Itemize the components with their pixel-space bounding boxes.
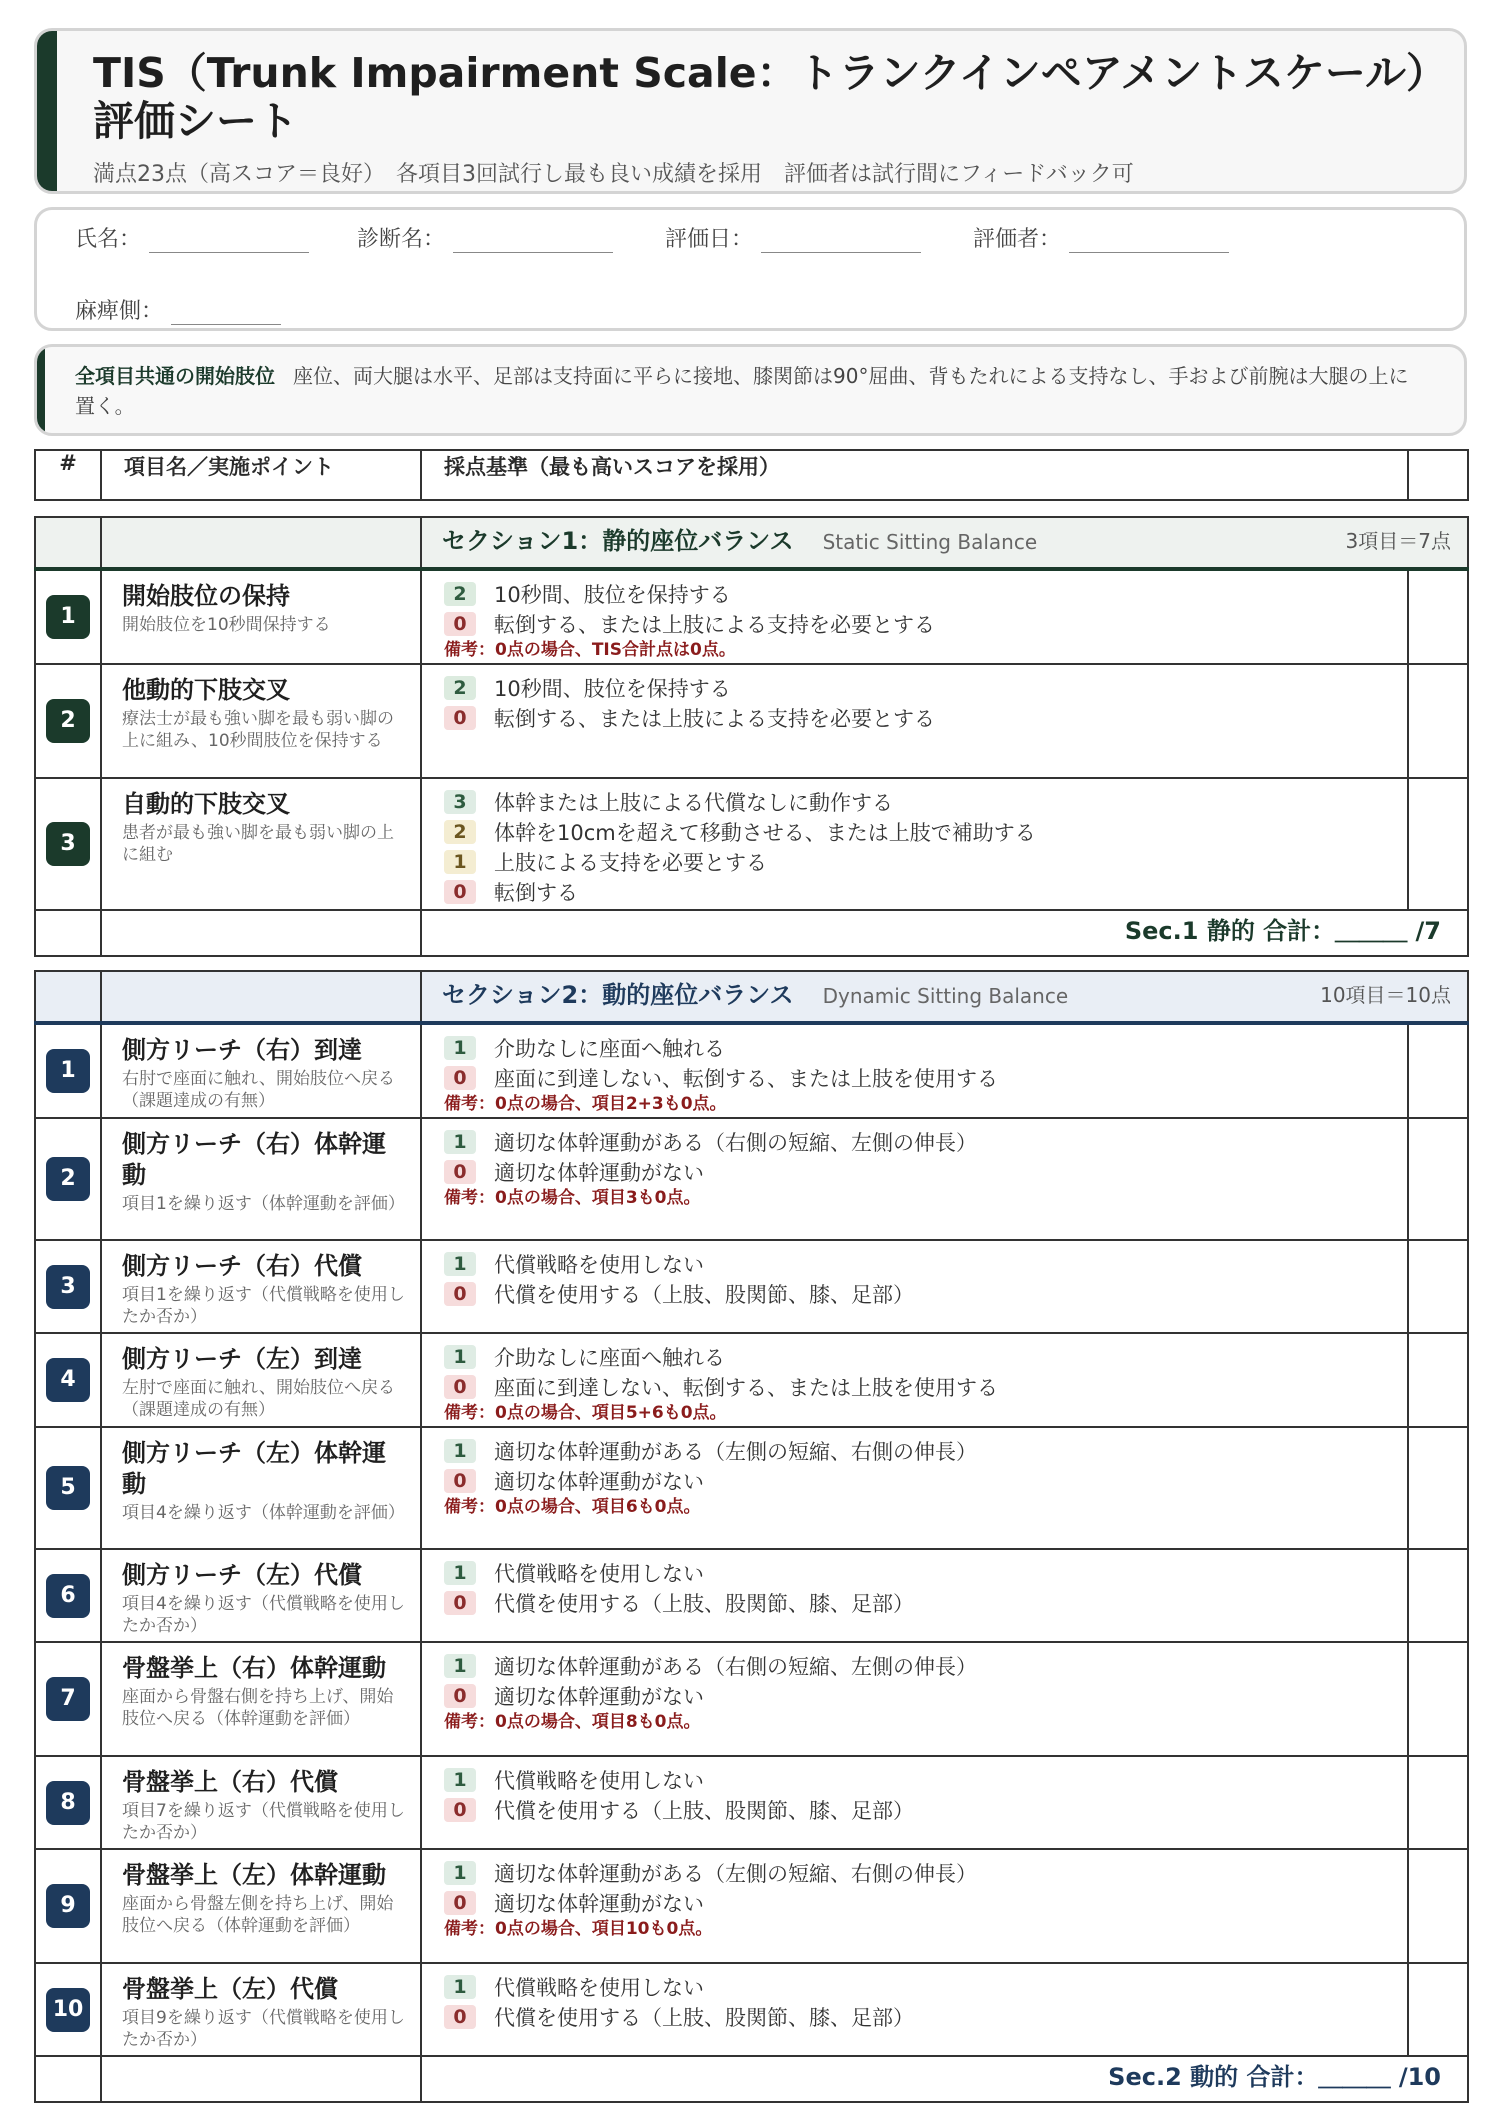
criterion[interactable] xyxy=(444,1972,1397,2002)
score-entry-cell[interactable] xyxy=(1408,1963,1468,2056)
section-header xyxy=(35,517,1468,569)
page-subtitle: 満点23点（高スコア＝良好） 各項目3回試行し最も良い成績を採用 評価者は試行間にフィードバック可 xyxy=(93,162,1134,187)
section-title: セクション2：動的座位バランス xyxy=(442,981,794,1009)
criterion-text: 適切な体幹運動がある（左側の短縮、右側の伸長） xyxy=(494,1862,977,1886)
item-note: 備考：0点の場合、TIS合計点は0点。 xyxy=(444,640,736,660)
criterion-text: 代償戦略を使用しない xyxy=(494,1253,704,1277)
paralysis-side-field[interactable] xyxy=(75,294,281,325)
table-row xyxy=(35,1023,1468,1118)
score-badge: 1 xyxy=(444,1561,476,1585)
criterion-text: 代償を使用する（上肢、股関節、膝、足部） xyxy=(494,1799,914,1823)
score-badge: 0 xyxy=(444,880,476,904)
item-description: 項目1を繰り返す（代償戦略を使用したか否か） xyxy=(122,1285,405,1327)
criterion[interactable] xyxy=(444,1157,1397,1187)
diagnosis-line[interactable] xyxy=(453,229,613,253)
criterion[interactable] xyxy=(444,817,1397,847)
score-entry-cell[interactable] xyxy=(1408,1549,1468,1642)
score-badge: 1 xyxy=(444,1439,476,1463)
date-line[interactable] xyxy=(761,229,921,253)
item-note: 備考：0点の場合、項目6も0点。 xyxy=(444,1497,701,1517)
header-end xyxy=(1408,450,1468,500)
item-number-badge: 1 xyxy=(46,1049,90,1093)
table-row xyxy=(35,664,1468,778)
score-badge: 1 xyxy=(444,1975,476,1999)
item-description: 項目4を繰り返す（体幹運動を評価） xyxy=(122,1503,405,1523)
criterion-text: 10秒間、肢位を保持する xyxy=(494,583,731,607)
score-badge: 1 xyxy=(444,1861,476,1885)
score-badge: 0 xyxy=(444,1891,476,1915)
item-name: 側方リーチ（左）体幹運動 xyxy=(122,1439,386,1498)
section-2-table xyxy=(34,970,1469,2103)
score-entry-cell[interactable] xyxy=(1408,1756,1468,1849)
paralysis-side-line[interactable] xyxy=(171,301,281,325)
item-name: 自動的下肢交叉 xyxy=(122,790,290,818)
table-row xyxy=(35,1549,1468,1642)
score-badge: 0 xyxy=(444,1591,476,1615)
score-badge: 1 xyxy=(444,1130,476,1154)
criterion-text: 適切な体幹運動がある（左側の短縮、右側の伸長） xyxy=(494,1440,977,1464)
criterion[interactable] xyxy=(444,1558,1397,1588)
criterion[interactable] xyxy=(444,1249,1397,1279)
criterion-text: 代償戦略を使用しない xyxy=(494,1769,704,1793)
item-number-badge: 9 xyxy=(46,1884,90,1928)
diagnosis-field[interactable] xyxy=(357,222,613,253)
common-text: 座位、両大腿は水平、足部は支持面に平らに接地、膝関節は90°屈曲、背もたれによる支持なし、手および前腕は大腿の上に置く。 xyxy=(75,364,1409,418)
item-name: 骨盤挙上（左）体幹運動 xyxy=(122,1861,386,1889)
title-card xyxy=(34,28,1467,194)
table-row xyxy=(35,1240,1468,1333)
item-note: 備考：0点の場合、項目10も0点。 xyxy=(444,1919,713,1939)
item-description: 項目7を繰り返す（代償戦略を使用したか否か） xyxy=(122,1801,405,1843)
score-entry-cell[interactable] xyxy=(1408,1333,1468,1427)
criterion[interactable] xyxy=(444,1858,1397,1888)
item-description: 項目4を繰り返す（代償戦略を使用したか否か） xyxy=(122,1594,405,1636)
section-header xyxy=(35,971,1468,1023)
criterion-text: 介助なしに座面へ触れる xyxy=(494,1346,725,1370)
criterion[interactable] xyxy=(444,1588,1397,1618)
score-badge: 0 xyxy=(444,1684,476,1708)
criterion[interactable] xyxy=(444,1681,1397,1711)
criterion[interactable] xyxy=(444,673,1397,703)
criterion[interactable] xyxy=(444,877,1397,907)
score-badge: 1 xyxy=(444,1252,476,1276)
section-total[interactable]: Sec.2 動的 合計：＿＿＿ /10 xyxy=(421,2056,1468,2102)
section-total-row xyxy=(35,2056,1468,2102)
criterion-text: 適切な体幹運動がない xyxy=(494,1892,704,1916)
item-note: 備考：0点の場合、項目3も0点。 xyxy=(444,1188,701,1208)
common-start-position xyxy=(75,361,1424,421)
criterion[interactable] xyxy=(444,847,1397,877)
item-name: 側方リーチ（左）代償 xyxy=(122,1561,362,1589)
name-line[interactable] xyxy=(149,229,309,253)
table-row xyxy=(35,1849,1468,1963)
table-row xyxy=(35,569,1468,664)
header-criteria: 採点基準（最も高いスコアを採用） xyxy=(421,450,1408,500)
section-points: 3項目＝7点 xyxy=(1345,529,1451,553)
score-badge: 0 xyxy=(444,706,476,730)
score-badge: 1 xyxy=(444,1768,476,1792)
table-row xyxy=(35,1427,1468,1549)
item-number-badge: 2 xyxy=(46,1157,90,1201)
criterion-text: 転倒する、または上肢による支持を必要とする xyxy=(494,707,935,731)
section-title-en: Static Sitting Balance xyxy=(822,530,1038,554)
item-name: 側方リーチ（右）到達 xyxy=(122,1036,362,1064)
score-badge: 1 xyxy=(444,850,476,874)
item-note: 備考：0点の場合、項目8も0点。 xyxy=(444,1712,701,1732)
score-badge: 2 xyxy=(444,820,476,844)
score-badge: 2 xyxy=(444,676,476,700)
item-number-badge: 7 xyxy=(46,1677,90,1721)
item-number-badge: 4 xyxy=(46,1358,90,1402)
item-description: 座面から骨盤右側を持ち上げ、開始肢位へ戻る（体幹運動を評価） xyxy=(122,1687,394,1729)
criterion-text: 適切な体幹運動がある（右側の短縮、左側の伸長） xyxy=(494,1655,977,1679)
table-row xyxy=(35,1333,1468,1427)
score-entry-cell[interactable] xyxy=(1408,1023,1468,1118)
item-description: 項目9を繰り返す（代償戦略を使用したか否か） xyxy=(122,2008,405,2050)
criterion-text: 適切な体幹運動がある（右側の短縮、左側の伸長） xyxy=(494,1131,977,1155)
criterion-text: 代償戦略を使用しない xyxy=(494,1976,704,2000)
item-name: 開始肢位の保持 xyxy=(122,582,290,610)
name-label: 氏名： xyxy=(75,227,142,252)
item-number-badge: 3 xyxy=(46,822,90,866)
item-description: 項目1を繰り返す（体幹運動を評価） xyxy=(122,1194,405,1214)
date-field[interactable] xyxy=(665,222,921,253)
item-description: 患者が最も強い脚を最も弱い脚の上に組む xyxy=(122,823,394,865)
score-badge: 1 xyxy=(444,1036,476,1060)
criterion-text: 適切な体幹運動がない xyxy=(494,1161,704,1185)
score-badge: 0 xyxy=(444,1066,476,1090)
header-name: 項目名／実施ポイント xyxy=(101,450,421,500)
score-badge: 0 xyxy=(444,1798,476,1822)
criterion-text: 体幹または上肢による代償なしに動作する xyxy=(494,791,893,815)
common-start-position-card xyxy=(34,344,1467,436)
section-points: 10項目＝10点 xyxy=(1320,983,1452,1007)
score-badge: 0 xyxy=(444,612,476,636)
criterion-text: 座面に到達しない、転倒する、または上肢を使用する xyxy=(494,1067,998,1091)
common-accent-bar xyxy=(37,347,45,433)
criterion[interactable] xyxy=(444,609,1397,639)
table-header xyxy=(34,449,1469,501)
score-badge: 0 xyxy=(444,1469,476,1493)
criterion[interactable] xyxy=(444,787,1397,817)
title-accent-bar xyxy=(37,31,57,191)
score-badge: 1 xyxy=(444,1654,476,1678)
criterion-text: 10秒間、肢位を保持する xyxy=(494,677,731,701)
criterion[interactable] xyxy=(444,1765,1397,1795)
criterion[interactable] xyxy=(444,2002,1397,2032)
section-title: セクション1：静的座位バランス xyxy=(442,527,794,555)
criterion-text: 介助なしに座面へ触れる xyxy=(494,1037,725,1061)
item-description: 左肘で座面に触れ、開始肢位へ戻る（課題達成の有無） xyxy=(122,1378,396,1420)
item-number-badge: 5 xyxy=(46,1466,90,1510)
criterion[interactable] xyxy=(444,1436,1397,1466)
item-description: 右肘で座面に触れ、開始肢位へ戻る（課題達成の有無） xyxy=(122,1069,396,1111)
section-total[interactable]: Sec.1 静的 合計：＿＿＿ /7 xyxy=(421,910,1468,956)
criterion[interactable] xyxy=(444,1127,1397,1157)
item-description: 座面から骨盤左側を持ち上げ、開始肢位へ戻る（体幹運動を評価） xyxy=(122,1894,394,1936)
criterion[interactable] xyxy=(444,1033,1397,1063)
score-entry-cell[interactable] xyxy=(1408,1642,1468,1756)
score-badge: 1 xyxy=(444,1345,476,1369)
table-row xyxy=(35,1963,1468,2056)
criterion[interactable] xyxy=(444,1342,1397,1372)
item-name: 骨盤挙上（右）体幹運動 xyxy=(122,1654,386,1682)
criterion-text: 座面に到達しない、転倒する、または上肢を使用する xyxy=(494,1376,998,1400)
evaluator-label: 評価者： xyxy=(973,227,1062,252)
evaluator-line[interactable] xyxy=(1069,229,1229,253)
score-badge: 0 xyxy=(444,1282,476,1306)
section-title-en: Dynamic Sitting Balance xyxy=(822,984,1069,1008)
item-name: 骨盤挙上（右）代償 xyxy=(122,1768,338,1796)
score-entry-cell[interactable] xyxy=(1408,1240,1468,1333)
page-title: TIS（Trunk Impairment Scale：トランクインペアメントスケール）評価シート xyxy=(93,49,1427,145)
table-row xyxy=(35,1118,1468,1240)
item-number-badge: 1 xyxy=(46,595,90,639)
score-badge: 0 xyxy=(444,1160,476,1184)
criterion-text: 適切な体幹運動がない xyxy=(494,1685,704,1709)
criterion[interactable] xyxy=(444,1888,1397,1918)
date-label: 評価日： xyxy=(665,227,754,252)
item-name: 骨盤挙上（左）代償 xyxy=(122,1975,338,2003)
criterion-text: 上肢による支持を必要とする xyxy=(494,851,767,875)
paralysis-side-label: 麻痺側： xyxy=(75,299,164,324)
table-row xyxy=(35,778,1468,910)
criterion-text: 代償戦略を使用しない xyxy=(494,1562,704,1586)
criterion[interactable] xyxy=(444,1466,1397,1496)
item-number-badge: 6 xyxy=(46,1574,90,1618)
score-badge: 0 xyxy=(444,2005,476,2029)
item-number-badge: 2 xyxy=(46,699,90,743)
score-entry-cell[interactable] xyxy=(1408,778,1468,910)
criterion-text: 代償を使用する（上肢、股関節、膝、足部） xyxy=(494,1283,914,1307)
item-note: 備考：0点の場合、項目2+3も0点。 xyxy=(444,1094,727,1114)
item-description: 療法士が最も強い脚を最も弱い脚の上に組み、10秒間肢位を保持する xyxy=(122,709,394,751)
criterion-text: 転倒する xyxy=(494,881,578,905)
common-label: 全項目共通の開始肢位 xyxy=(75,364,275,388)
score-entry-cell[interactable] xyxy=(1408,664,1468,778)
score-badge: 0 xyxy=(444,1375,476,1399)
header-num: # xyxy=(35,450,101,500)
item-name: 側方リーチ（左）到達 xyxy=(122,1345,362,1373)
criterion-text: 代償を使用する（上肢、股関節、膝、足部） xyxy=(494,1592,914,1616)
criterion[interactable] xyxy=(444,1651,1397,1681)
score-entry-cell[interactable] xyxy=(1408,569,1468,664)
section-1-table xyxy=(34,516,1469,957)
criterion[interactable] xyxy=(444,1795,1397,1825)
evaluator-field[interactable] xyxy=(973,222,1229,253)
item-name: 側方リーチ（右）代償 xyxy=(122,1252,362,1280)
patient-info-card xyxy=(34,207,1467,331)
item-number-badge: 8 xyxy=(46,1781,90,1825)
item-name: 側方リーチ（右）体幹運動 xyxy=(122,1130,386,1189)
name-field[interactable] xyxy=(75,222,309,253)
criterion[interactable] xyxy=(444,1063,1397,1093)
criterion-text: 適切な体幹運動がない xyxy=(494,1470,704,1494)
item-number-badge: 3 xyxy=(46,1265,90,1309)
section-total-row xyxy=(35,910,1468,956)
criterion-text: 転倒する、または上肢による支持を必要とする xyxy=(494,613,935,637)
item-number-badge: 10 xyxy=(46,1988,90,2032)
table-row xyxy=(35,1642,1468,1756)
diagnosis-label: 診断名： xyxy=(357,227,446,252)
score-entry-cell[interactable] xyxy=(1408,1118,1468,1240)
score-entry-cell[interactable] xyxy=(1408,1427,1468,1549)
criterion[interactable] xyxy=(444,579,1397,609)
criterion[interactable] xyxy=(444,703,1397,733)
score-badge: 3 xyxy=(444,790,476,814)
item-description: 開始肢位を10秒間保持する xyxy=(122,615,331,635)
criterion[interactable] xyxy=(444,1372,1397,1402)
item-note: 備考：0点の場合、項目5+6も0点。 xyxy=(444,1403,727,1423)
criterion[interactable] xyxy=(444,1279,1397,1309)
criterion-text: 体幹を10cmを超えて移動させる、または上肢で補助する xyxy=(494,821,1036,845)
score-entry-cell[interactable] xyxy=(1408,1849,1468,1963)
score-badge: 2 xyxy=(444,582,476,606)
table-row xyxy=(35,1756,1468,1849)
item-name: 他動的下肢交叉 xyxy=(122,676,290,704)
criterion-text: 代償を使用する（上肢、股関節、膝、足部） xyxy=(494,2006,914,2030)
